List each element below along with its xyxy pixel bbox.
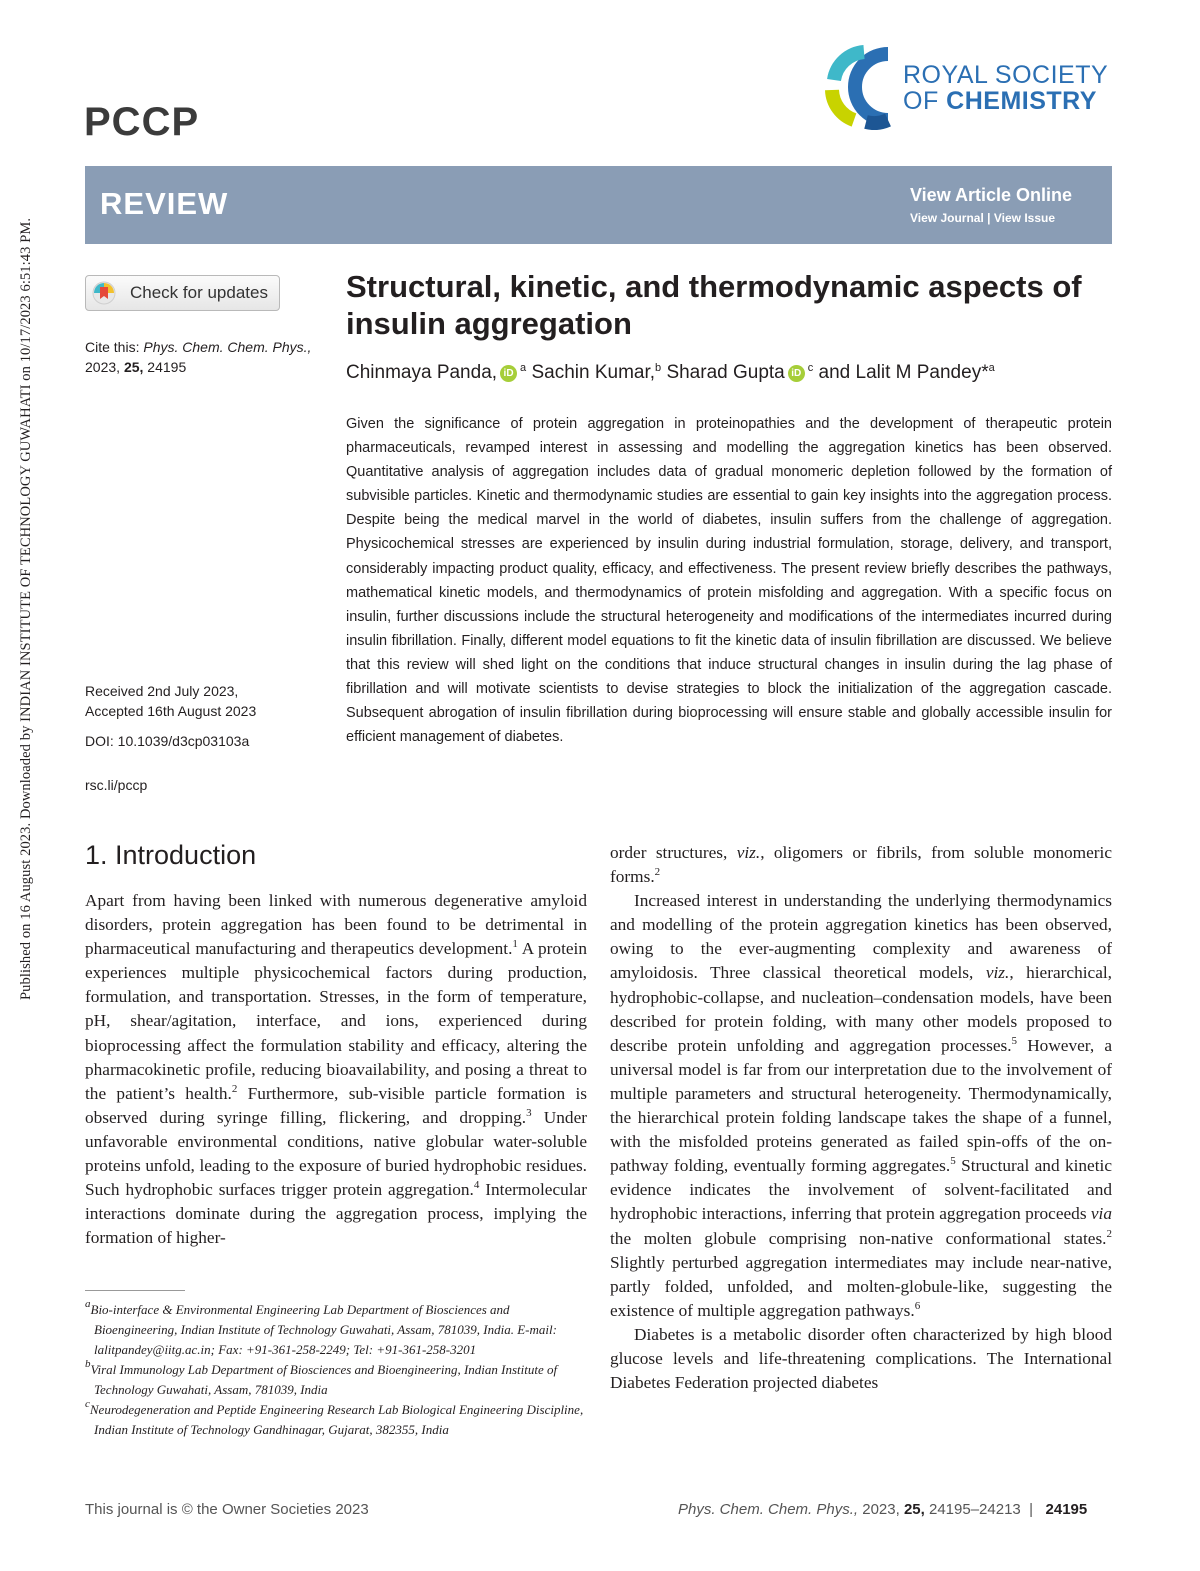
author-name: Chinmaya Panda, xyxy=(346,362,498,383)
download-notice: Published on 16 August 2023. Downloaded by INDIAN INSTITUTE OF TECHNOLOGY GUWAHATI on 10/17/2023 6:51:43 PM. xyxy=(18,217,34,1000)
page-number: 24195 xyxy=(1045,1501,1088,1518)
footnote: $^c$Neurodegeneration and Peptide Engineering Research Lab Biological Engineering Discipline, Indian Institute of Technology Gandhinagar, Gujarat, 382355, India xyxy=(85,1398,584,1437)
banner-links xyxy=(910,211,1055,225)
view-article-online-link[interactable]: View Article Online xyxy=(910,185,1073,205)
body-column-right xyxy=(610,841,1112,1395)
citation-ref[interactable]: 5 xyxy=(950,1155,956,1168)
journal-short-link[interactable]: rsc.li/pccp xyxy=(85,777,148,793)
paragraph: Increased interest in understanding the underlying thermodynamics and modelling of the protein aggregation kinetics has been observed, owing to the ever-augmenting complexity and awareness of amyloidosis. Three classical theoretical models, viz., hierarchical, hydrophobic-collapse, and nucleation–condensation models, have been described for protein folding, with many other models proposed to describe protein unfolding and aggregation processes.$^5$ However, a universal model is far from our interpretation due to the involvement of multiple parameters and structural heterogeneity. Thermodynamically, the hierarchical protein folding landscape takes the shape of a funnel, with the misfolded proteins generated as failed spin-offs of the on-pathway folding, eventually forming aggregates.$^5$ Structural and kinetic evidence indicates the involvement of solvent-facilitated and hydrophobic interactions, inferring that protein aggregation proceeds via the molten globule comprising non-native conformational states.$^2$ Slightly perturbed aggregation intermediates may include near-native, partly folded, unfolded, and molten-globule-like, suggesting the existence of multiple aggregation pathways.$^6$ xyxy=(610,891,1112,1320)
body-column-left xyxy=(85,889,587,1250)
article-title: Structural, kinetic, and thermodynamic aspects of insulin aggregation xyxy=(346,269,1082,341)
citation-ref[interactable]: 2 xyxy=(1106,1227,1112,1240)
author-list xyxy=(346,362,995,384)
view-journal-link[interactable]: View Journal xyxy=(910,211,984,225)
author-name: Sharad Gupta xyxy=(666,362,785,383)
check-for-updates-label: Check for updates xyxy=(130,283,268,302)
article-type: REVIEW xyxy=(100,186,229,221)
paragraph: Diabetes is a metabolic disorder often characterized by high blood glucose levels and life-threatening complications. The International Diabetes Federation projected diabetes xyxy=(610,1324,1112,1393)
citation-ref[interactable]: 3 xyxy=(526,1106,532,1119)
accepted-date: Accepted 16th August 2023 xyxy=(85,703,257,719)
footnote: $^b$Viral Immunology Lab Department of Biosciences and Bioengineering, Indian Institute of Technology Guwahati, Assam, 781039, India xyxy=(85,1358,558,1397)
cite-label: Cite this: xyxy=(85,339,140,355)
author-affiliation: b xyxy=(655,362,662,374)
footer-citation: Phys. Chem. Chem. Phys., 2023, 25, 24195–24213 | 24195 xyxy=(678,1501,1088,1518)
citation-ref[interactable]: 4 xyxy=(473,1179,480,1192)
cite-year: 2023, xyxy=(85,359,121,375)
abstract: Given the significance of protein aggregation in proteinopathies and the development of therapeutic protein pharmaceuticals, revamped interest in assessing and modelling the aggregation kinetics has been observed. Quantitative analysis of aggregation includes data of gradual monomeric depletion followed by the formation of subvisible particles. Kinetic and thermodynamic studies are essential to gain key insights into the aggregation process. Despite being the medical marvel in the world of diabetes, insulin suffers from the challenge of aggregation. Physicochemical stresses are experienced by insulin during industrial formulation, storage, delivery, and transport, considerably impacting product quality, efficacy, and effectiveness. The present review briefly describes the pathways, mathematical kinetic models, and thermodynamics of protein misfolding and aggregation. With a specific focus on insulin, further discussions include the structural heterogeneity and modifications of the intermediates incurred during insulin fibrillation. Finally, different model equations to fit the kinetic data of insulin fibrillation are discussed. We believe that this review will shed light on the conditions that induce structural changes in insulin during the lag phase of fibrillation and will motivate scientists to devise strategies to block the initialization of the aggregation cascade. Subsequent abrogation of insulin fibrillation during bioprocessing will ensure stable and globally accessible insulin for efficient management of diabetes. xyxy=(346,416,1112,746)
doi[interactable]: DOI: 10.1039/d3cp03103a xyxy=(85,733,250,749)
publisher-line1: ROYAL SOCIETY xyxy=(903,61,1109,89)
citation xyxy=(85,337,311,377)
section-heading: 1. Introduction xyxy=(85,840,257,870)
affiliation-footnotes xyxy=(85,1300,587,1440)
citation-ref[interactable]: 6 xyxy=(914,1299,921,1312)
view-issue-link[interactable]: View Issue xyxy=(993,211,1056,225)
received-date: Received 2nd July 2023, xyxy=(85,683,239,699)
link-separator: | xyxy=(987,211,991,225)
citation-ref[interactable]: 2 xyxy=(654,866,661,879)
author-affiliation: a xyxy=(988,362,995,374)
crossmark-icon xyxy=(92,281,116,305)
cite-page: 24195 xyxy=(147,359,187,375)
footer-copyright: This journal is © the Owner Societies 2023 xyxy=(85,1501,369,1518)
journal-name: PCCP xyxy=(84,100,200,144)
citation-ref[interactable]: 5 xyxy=(1011,1034,1018,1047)
citation-ref[interactable]: 1 xyxy=(512,938,518,951)
citation-ref[interactable]: 2 xyxy=(231,1082,238,1095)
author-name: and Lalit M Pandey* xyxy=(818,362,989,383)
author-affiliation: a xyxy=(520,362,527,374)
publisher-of: OF xyxy=(903,87,939,115)
footnote-divider xyxy=(85,1290,185,1291)
author-name: Sachin Kumar, xyxy=(531,362,656,383)
orcid-icon[interactable]: iD xyxy=(500,365,517,382)
publisher-chemistry: CHEMISTRY xyxy=(946,87,1097,115)
publisher-name xyxy=(903,62,1108,114)
dates xyxy=(85,681,256,721)
cite-volume: 25, xyxy=(123,359,144,375)
cite-journal: Phys. Chem. Chem. Phys., xyxy=(143,339,312,355)
author-affiliation: c xyxy=(807,362,814,374)
orcid-icon[interactable]: iD xyxy=(788,365,805,382)
footnote: $^a$Bio-interface & Environmental Engineering Lab Department of Biosciences and Bioengineering, Indian Institute of Technology Guwahati, Assam, 781039, India. E-mail: lalitpandey@iitg.ac.in; Fax: +91-361-258-2249; Tel: +91-361-258-3201 xyxy=(85,1298,557,1357)
paragraph: order structures, viz., oligomers or fibrils, from soluble monomeric forms.$^2$ xyxy=(610,843,1112,887)
paragraph: Apart from having been linked with numerous degenerative amyloid disorders, protein aggregation has been found to be detrimental in pharmaceutical manufacturing and therapeutics development.$^1$ A protein experiences multiple physicochemical factors during production, formulation, and transportation. Stresses, in the form of temperature, pH, shear/agitation, interface, and ions, experienced during bioprocessing affect the formulation stability and efficacy, altering the pharmacokinetic profile, reducing bioavailability, and posing a threat to the patient’s health.$^2$ Furthermore, sub-visible particle formation is observed during syringe filling, flickering, and dropping.$^3$ Under unfavorable environmental conditions, native globular water-soluble proteins unfold, leading to the exposure of buried hydrophobic residues. Such hydrophobic surfaces trigger protein aggregation.$^4$ Intermolecular interactions dominate during the aggregation process, implying the formation of higher- xyxy=(85,891,587,1248)
